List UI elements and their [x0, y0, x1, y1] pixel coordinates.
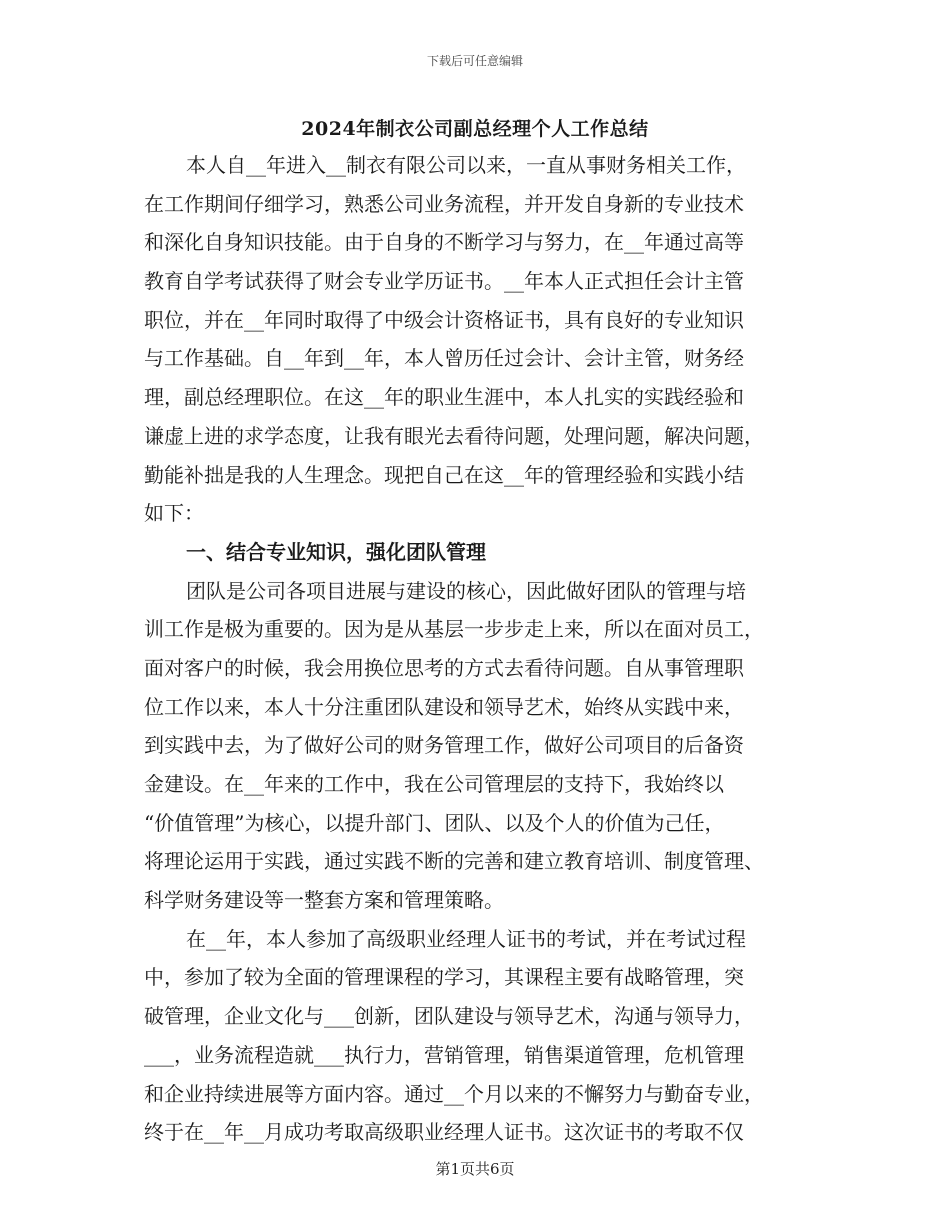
paragraph-line: 和企业持续进展等方面内容。通过__个月以来的不懈努力与勤奋专业，: [144, 1081, 764, 1106]
document-title: 2024年制衣公司副总经理个人工作总结: [301, 118, 649, 140]
paragraph-line: 终于在__年__月成功考取高级职业经理人证书。这次证书的考取不仅: [144, 1120, 744, 1145]
paragraph-line: 面对客户的时候，我会用换位思考的方式去看待问题。自从事管理职: [144, 655, 744, 680]
paragraph-line: 到实践中去，为了做好公司的财务管理工作，做好公司项目的后备资: [144, 733, 744, 758]
document-body: [144, 146, 806, 1152]
paragraph-line: 位工作以来，本人十分注重团队建设和领导艺术，始终从实践中来，: [144, 694, 744, 719]
paragraph-line: 本人自__年进入__制衣有限公司以来，一直从事财务相关工作，: [186, 153, 746, 177]
paragraph-line: 破管理，企业文化与___创新，团队建设与领导艺术，沟通与领导力，: [144, 1004, 754, 1029]
paragraph-line: 与工作基础。自__年到__年，本人曾历任过会计、会计主管，财务经: [144, 346, 744, 371]
paragraph-line: 勤能补拙是我的人生理念。现把自己在这__年的管理经验和实践小结: [144, 462, 744, 487]
paragraph-line: 在工作期间仔细学习，熟悉公司业务流程，并开发自身新的专业技术: [144, 191, 744, 216]
paragraph-line: 金建设。在__年来的工作中，我在公司管理层的支持下，我始终以: [144, 772, 724, 796]
paragraph-line: “价值管理”为核心，以提升部门、团队、以及个人的价值为己任，: [144, 810, 725, 835]
header-note: 下载后可任意编辑: [426, 54, 523, 68]
paragraph-line: 团队是公司各项目进展与建设的核心，因此做好团队的管理与培: [186, 578, 746, 603]
paragraph-line: 理，副总经理职位。在这__年的职业生涯中，本人扎实的实践经验和: [144, 385, 744, 410]
paragraph-line: 科学财务建设等一整套方案和管理策略。: [144, 888, 504, 913]
paragraph-line: ___，业务流程造就___执行力，营销管理，销售渠道管理，危机管理: [144, 1042, 744, 1067]
section-heading: 一、结合专业知识，强化团队管理: [186, 539, 486, 564]
paragraph-line: 教育自学考试获得了财会专业学历证书。__年本人正式担任会计主管: [144, 269, 744, 294]
paragraph-line: 和深化自身知识技能。由于自身的不断学习与努力，在__年通过高等: [144, 230, 744, 255]
page-number: 第1页共6页: [435, 1160, 515, 1178]
paragraph-line: 将理论运用于实践，通过实践不断的完善和建立教育培训、制度管理、: [144, 849, 764, 874]
paragraph-line: 如下：: [144, 501, 204, 526]
paragraph-line: 训工作是极为重要的。因为是从基层一步步走上来，所以在面对员工，: [144, 617, 764, 642]
paragraph-line: 在__年，本人参加了高级职业经理人证书的考试，并在考试过程: [186, 926, 746, 951]
paragraph-line: 谦虚上进的求学态度，让我有眼光去看待问题，处理问题，解决问题，: [144, 423, 764, 448]
paragraph-line: 中，参加了较为全面的管理课程的学习，其课程主要有战略管理，突: [144, 965, 744, 990]
paragraph-line: 职位，并在__年同时取得了中级会计资格证书，具有良好的专业知识: [144, 307, 744, 332]
